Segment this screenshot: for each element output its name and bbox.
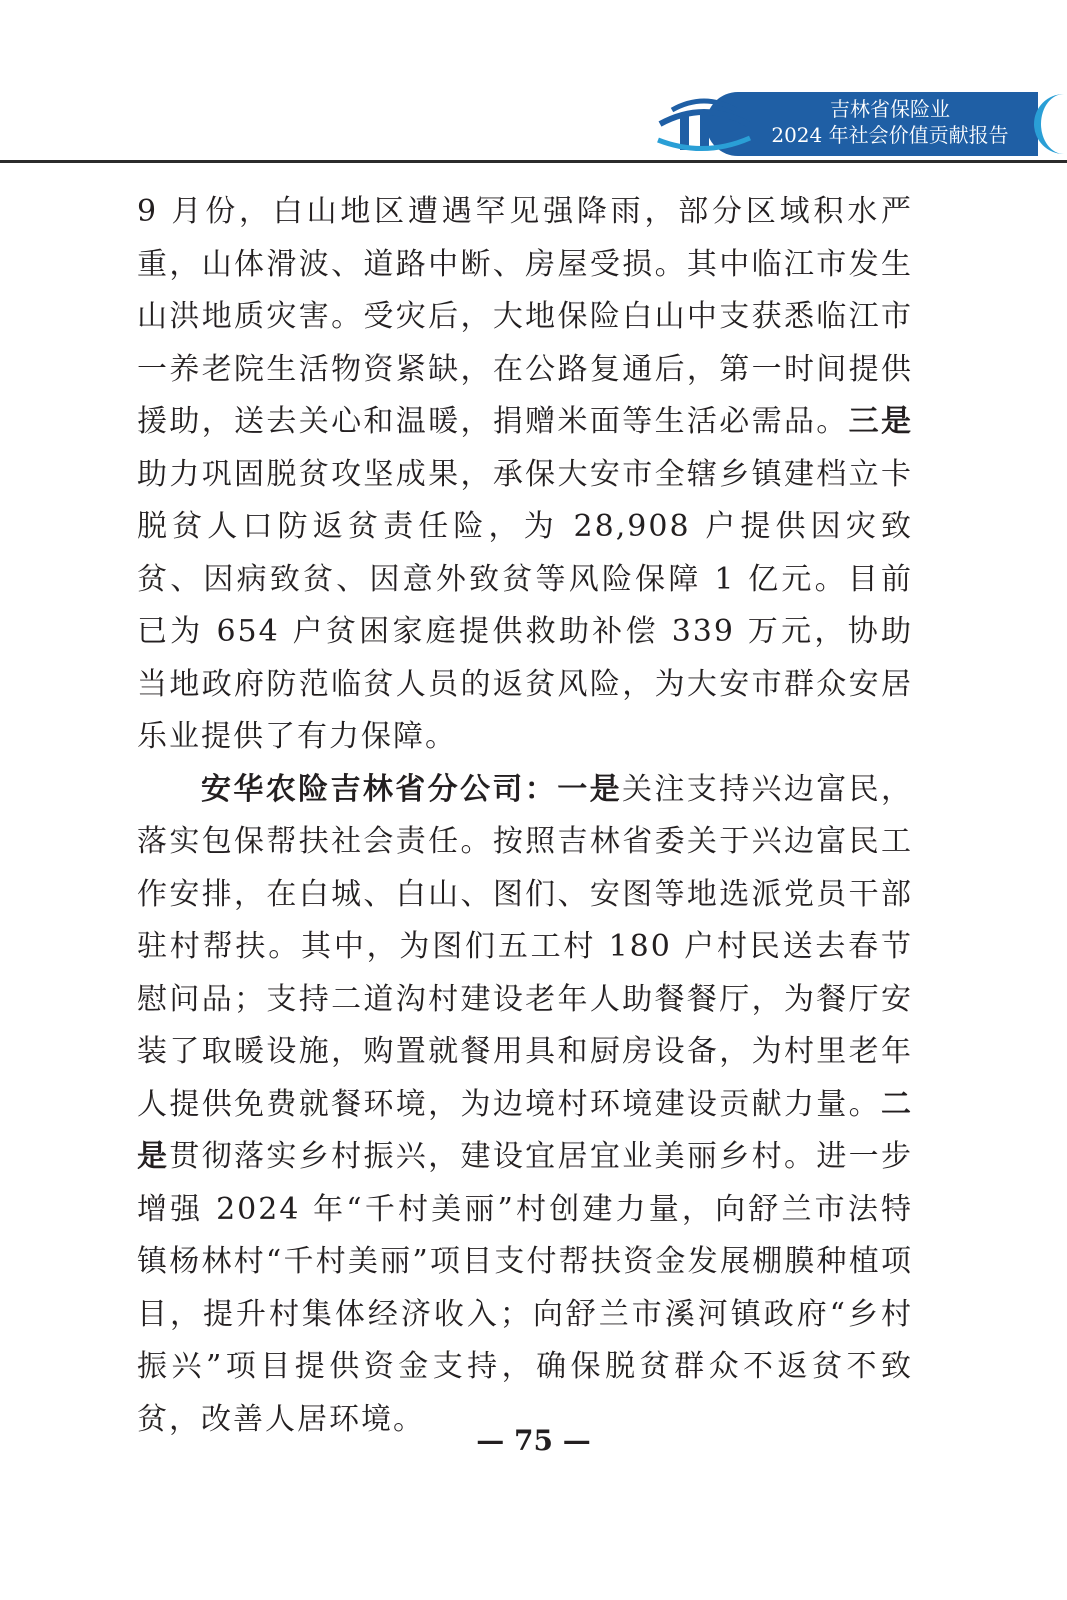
body-text — [137, 186, 913, 1446]
paragraph-text: 9 月份，白山地区遭遇罕见强降雨，部分区域积水严重，山体滑波、道路中断、房屋受损。其中临江市发生山洪地质灾害。受灾后，大地保险白山中支获悉临江市一养老院生活物资紧缺，在公路复通后，第一时间提供援助，送去关心和温暖，捐赠米面等生活必需品。 — [137, 194, 913, 439]
paragraph-text: 关注支持兴边富民，落实包保帮扶社会责任。按照吉林省委关于兴边富民工作安排，在白城、白山、图们、安图等地选派党员干部驻村帮扶。其中，为图们五工村 180 户村民送去春节慰问品；支持二道沟村建设老年人助餐餐厅，为餐厅安装了取暖设施，购置就餐用具和厨房设备，为村里老年人提供免费就餐环境，为边境村环境建设贡献力量。 — [137, 771, 914, 1122]
paragraph-text: 助力巩固脱贫攻坚成果，承保大安市全辖乡镇建档立卡脱贫人口防返贫责任险，为 28,908 户提供因灾致贫、因病致贫、因意外致贫等风险保障 1 亿元。目前已为 654 户贫困家庭提供救助补偿 339 万元，协助当地政府防范临贫人员的返贫风险，为大安市群众安居乐业提供了有力保障。 — [137, 456, 913, 754]
paragraph-anhua-insurance — [137, 764, 913, 1447]
report-title — [740, 96, 1040, 148]
insurance-association-logo-icon — [654, 80, 754, 160]
report-title-line2: 2024 年社会价值贡献报告 — [771, 123, 1009, 147]
page-header — [0, 0, 1067, 168]
bold-marker-three: 三是 — [848, 404, 914, 439]
paragraph-dadi-insurance — [137, 186, 913, 764]
header-divider — [0, 160, 1067, 163]
report-title-line1: 吉林省保险业 — [830, 97, 950, 121]
bold-marker-two: 二是 — [137, 1086, 913, 1174]
company-heading: 安华农险吉林省分公司：一是 — [201, 771, 622, 807]
page-number: — 75 — — [476, 1424, 591, 1457]
paragraph-text: 贯彻落实乡村振兴，建设宜居宜业美丽乡村。进一步增强 2024 年“千村美丽”村创建力量，向舒兰市法特镇杨林村“千村美丽”项目支付帮扶资金发展棚膜种植项目，提升村集体经济收入；向舒兰市溪河镇政府“乡村振兴”项目提供资金支持，确保脱贫群众不返贫不致贫，改善人居环境。 — [137, 1139, 914, 1437]
